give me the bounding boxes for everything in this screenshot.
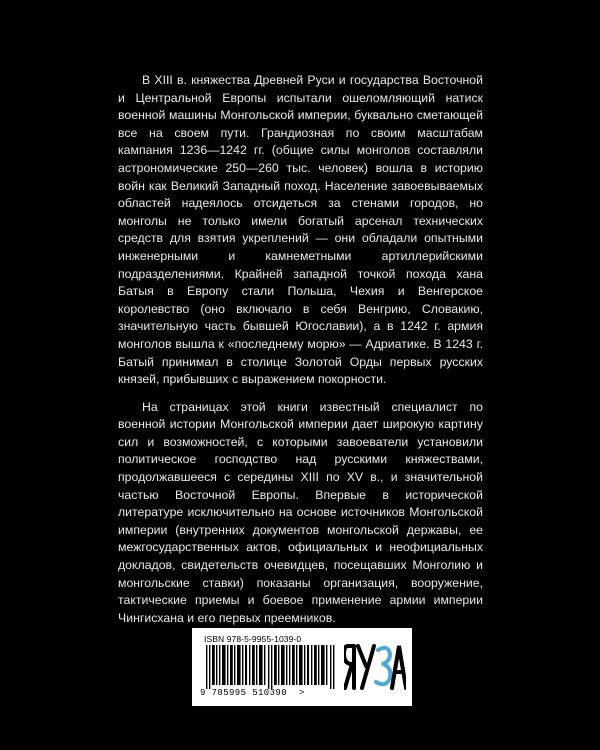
isbn-number: ISBN 978-5-9955-1039-0 [204,634,302,644]
isbn-barcode-panel [192,628,412,706]
barcode-digits [200,688,340,698]
publisher-logo-text: ЯУЗА [373,697,377,698]
annotation-text [118,72,483,627]
publisher-logo [344,642,406,698]
barcode-icon [202,645,340,689]
barcode-addon-mark: > [298,688,305,698]
barcode-number: 9 785995 510390 [200,688,288,698]
annotation-paragraph-1: В XIII в. княжества Древней Руси и государства Восточной и Центральной Европы испытали ошеломляющий натиск военной машины Монгольской империи, буквально сметающей все на своем пути. Грандиозная по своим масштабам кампания 1236—1242 гг. (общие силы монголов составляли астрономические 250—260 тыс. человек) вошла в историю войн как Великий Западный поход. Население завоевываемых областей надеялось отсидеться за стенами городов, но монголы не только имели богатый арсенал технических средств для взятия укреплений — они обладали опытными инженерными и камнеметными артиллерийскими подразделениями. Крайней западной точкой похода хана Батыя в Европу стали Польша, Чехия и Венгерское королевство (оно включало в себя Венгрию, Словакию, значительную часть бывшей Югославии), а в 1242 г. армия монголов вышла к «последнему морю» — Адриатике. В 1243 г. Батый принимал в столице Золотой Орды первых русских князей, прибывших с выражением покорности. [118,73,483,387]
annotation-paragraph-2: На страницах этой книги известный специалист по военной истории Монгольской империи дает широкую картину сил и возможностей, с которыми завоеватели установили политическое господство над русскими княжествами, продолжавшееся с середины XIII по XV в., и значительной частью Восточной Европы. Впервые в исторической литературе исключительно на основе источников Монгольской империи (внутренних документов монгольской державы, ее межгосударственных актов, официальных и неофициальных докладов, свидетельств очевидцев, посещавших Монголию и монгольские ставки) показаны организация, вооружение, тактические приемы и боевое применение армии империи Чингисхана и его первых преемников. [118,399,483,625]
